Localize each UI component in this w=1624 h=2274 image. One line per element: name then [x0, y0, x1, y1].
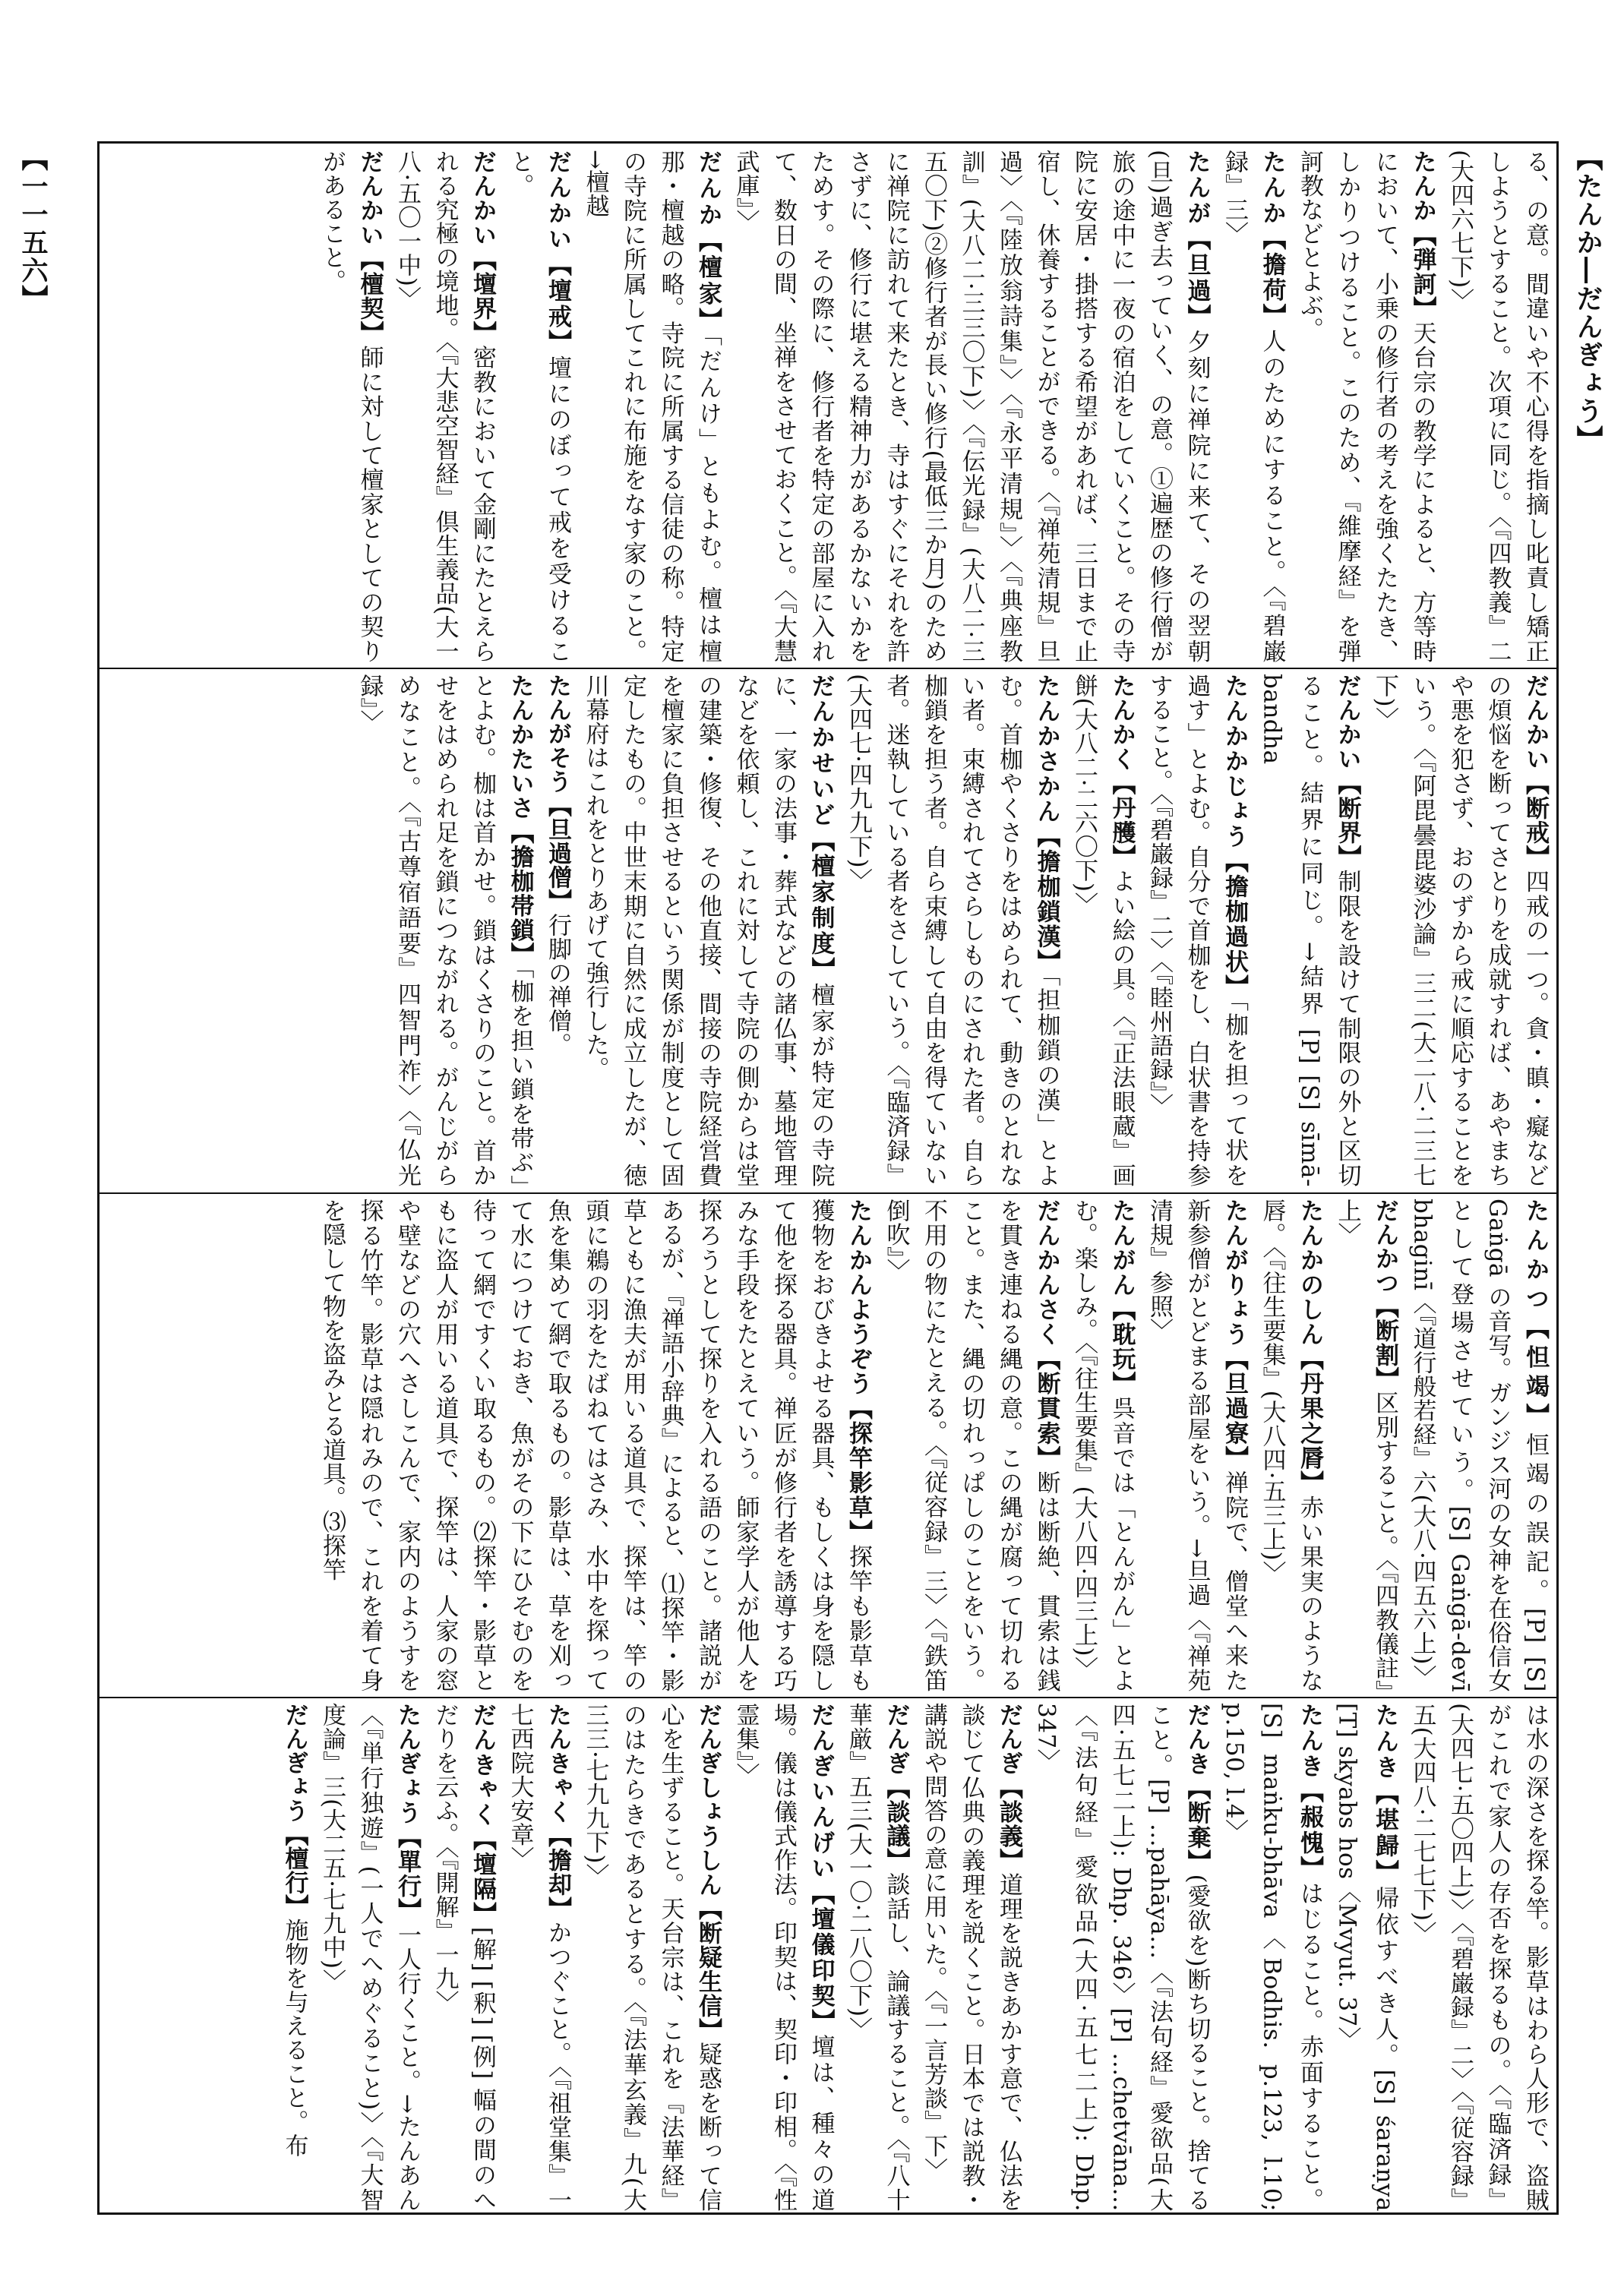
- tier-divider: [100, 1697, 1556, 1698]
- entry-headword: だんき【断棄】: [1183, 1703, 1211, 1874]
- entry-text: 施物を与えること。布: [280, 1918, 308, 2158]
- entry-headword: たんか【弾訶】: [1408, 150, 1436, 321]
- entry-text: 帰依すべき人。[S] śaraṇya [T] skyabs hos〈Mvyut. 37〉: [1333, 1703, 1398, 2212]
- dictionary-entry: [501, 1703, 576, 2212]
- entry-headword: だんぎ【談義】: [995, 1703, 1022, 1873]
- dictionary-entry: [1328, 1199, 1403, 1692]
- entry-headword: だんかんさく【断貫索】: [1032, 1199, 1060, 1471]
- entry-headword: たんかんようぞう【探竿影草】: [845, 1199, 872, 1545]
- dictionary-entry: [313, 1703, 426, 2212]
- entry-headword: たんき【堪歸】: [1371, 1703, 1398, 1887]
- entry-text: 壇は、種々の道場。儀は儀式作法。印契は、契印・印相。〈『性霊集』〉: [731, 1703, 835, 2212]
- entry-text: 談話し、論議すること。〈『八十華厳』五三(大一〇·二八〇下)〉: [845, 1703, 910, 2212]
- dictionary-entry: [1403, 1703, 1553, 2212]
- entry-text: は水の深さを探る竿。影草はわら人形で、盗賊がこれで家人の存否を探るもの。〈『臨済録』(大四七·五〇四上)〉〈『碧巌録』二〉〈『従容録』五(大四八·二七七下)〉: [1408, 1703, 1549, 2212]
- entry-text: 人のためにすること。〈『碧巌録』三〉: [1221, 150, 1286, 663]
- dictionary-tier-1: [104, 150, 1553, 663]
- entry-headword: たんか【擔荷】: [1258, 150, 1286, 330]
- dictionary-entry: [1291, 150, 1441, 663]
- entry-headword: だんきゃく【壇隔】: [469, 1703, 496, 1927]
- dictionary-entry: [1253, 674, 1366, 1187]
- entry-headword: だんぎいんげい【壇儀印契】: [807, 1703, 835, 2035]
- dictionary-entry: [1366, 674, 1554, 1187]
- entry-headword: たんかつ【怛竭】: [1521, 1199, 1549, 1433]
- entry-headword: たんかたいさ【擔枷帯鎖】: [506, 674, 534, 967]
- page-number: 【一一五六】: [17, 144, 49, 313]
- dictionary-entry: [388, 150, 501, 663]
- entry-headword: だんかい【断戒】: [1521, 674, 1549, 870]
- entry-headword: だんかつ【断割】: [1371, 1199, 1398, 1391]
- dictionary-entry: [839, 674, 1065, 1187]
- dictionary-entry: [839, 1703, 915, 2212]
- entry-headword: たんかさかん【擔枷鎖漢】: [1032, 674, 1060, 974]
- entry-headword: だんかい【檀契】: [355, 150, 384, 346]
- entry-headword: だんぎ【談議】: [882, 1703, 910, 1873]
- entry-headword: たんき【赧愧】: [1296, 1703, 1323, 1882]
- entry-text: 区別すること。〈『四教儀註』上〉: [1333, 1199, 1398, 1692]
- entry-text: 探竿も影草も獲物をおびきよせる器具、もしくは身を隠して他を探る器具。禅匠が修行者を誘導する巧みな手段をたとえていう。師家学人が他人を探ろうとして探りを入れる語のこと。諸説があるが、『禅語小辞典』によると、⑴探竿・影草ともに漁夫が用いる道具で、探竿は、竿の頭に鵜の羽をたばねてはさみ、水中を探って魚を集めて網で取るもの。影草は、草を刈って水につけておき、魚がその下にひそむのを待って網ですくい取るもの。⑵探竿・影草ともに盗人が用いる道具で、探竿は、人家の窓や壁などの穴へさしこんで、家内のようすを探る竹竿。影草は隠れみので、これを着て身を隠して物を盗みとる道具。⑶探竿: [318, 1199, 872, 1692]
- entry-text: はじること。赤面すること。[S] maṅku-bhāva〈Bodhis. p.123, l.10; p.150, l.4〉: [1221, 1703, 1323, 2212]
- entry-headword: だんぎょう【檀行】: [280, 1703, 308, 1919]
- dictionary-tier-4: [104, 1703, 1553, 2212]
- entry-headword: だんかい【壇界】: [469, 150, 496, 346]
- entry-headword: たんが【旦過】: [1183, 150, 1211, 330]
- entry-text: 一人行くこと。→たんあん〈『単行独遊』(一人でへめぐること)〉〈『大智度論』三(大二五·七九中)〉: [318, 1703, 421, 2212]
- dictionary-entry: [1140, 1199, 1253, 1692]
- entry-text: よい絵の具。〈『正法眼蔵』画餅(大八二·二六〇下)〉: [1070, 674, 1136, 1187]
- dictionary-entry: [350, 674, 539, 1187]
- entry-text: 恒竭の誤記。[P] [S] Gaṅgā の音写。ガンジス河の女神を在俗信女として登場させていう。[S] Gaṅgā-devī bhaginī〈『道行般若経』六(大八·四五六上)〉: [1408, 1199, 1549, 1692]
- entry-text: 制限を設けて制限の外と区切ること。結界に同じ。→結界 [P] [S] sīmā-bandha: [1258, 674, 1361, 1187]
- dictionary-entry: [275, 1703, 313, 2212]
- dictionary-entry: [576, 1703, 726, 2212]
- entry-text: 「枷を担って状を過す」とよむ。自分で首枷をし、白状書を持参すること。〈『碧巌録』二〉〈『睦州語録』〉: [1145, 674, 1248, 1187]
- entry-text: 密教において金剛にたとえられる究極の境地。〈『大悲空智経』倶生義品(大一八·五〇一中)〉: [393, 150, 496, 663]
- entry-text: かつぐこと。〈『祖堂集』一七西院大安章〉: [506, 1703, 571, 2212]
- dictionary-entry: [313, 150, 388, 663]
- entry-text: 天台宗の教学によると、方等時において、小乗の修行者の考えを強くたたき、しかりつけること。このため、『維摩経』を弾訶教などとよぶ。: [1296, 150, 1436, 663]
- dictionary-entry: [1403, 1199, 1553, 1692]
- entry-headword: たんがそう【旦過僧】: [544, 674, 571, 913]
- tier-divider: [100, 1192, 1556, 1194]
- dictionary-entry: [877, 1199, 1065, 1692]
- entry-headword: たんきゃく【擔却】: [544, 1703, 571, 1921]
- dictionary-entry: [1065, 1199, 1140, 1692]
- entry-headword: たんかく【丹雘】: [1107, 674, 1136, 870]
- entry-text: 「枷を担い鎖を帯ぶ」とよむ。枷は首かせ。鎖はくさりのこと。首かせをはめられ足を鎖につながれる。がんじがらめなこと。〈『古尊宿語要』四智門祚〉〈『仏光録』〉: [355, 674, 534, 1187]
- entry-headword: だんかい【壇戒】: [544, 150, 571, 356]
- entry-text: 疑惑を断って信心を生ずること。天台宗は、これを『法華経』のはたらきであるとする。〈『法華玄義』九(大三三·七九九下)〉: [581, 1703, 722, 2212]
- dictionary-entry: [1215, 1703, 1329, 2212]
- entry-headword: だんかい【断界】: [1333, 674, 1361, 870]
- dictionary-entry: [1253, 1199, 1328, 1692]
- dictionary-entry: [1328, 1703, 1403, 2212]
- entry-headword: だんか【檀家】: [694, 150, 722, 335]
- dictionary-entry: [726, 1703, 839, 2212]
- entry-headword: たんぎょう【單行】: [393, 1703, 421, 1923]
- entry-headword: たんかかじょう【擔枷過状】: [1221, 674, 1248, 1000]
- entry-text: (愛欲を)断ち切ること。捨てること。[P] …pahāya…〈『法句経』愛欲品(大四·五七二上): Dhp. 346〉[P] …chetvāna…〈『法句経』愛欲品(大四·五七二上): Dhp. 347〉: [1032, 1703, 1211, 2212]
- entry-headword: たんかのしん【丹果之脣】: [1296, 1199, 1323, 1495]
- entry-text: 行脚の禅僧。: [544, 913, 571, 1056]
- entry-text: 夕刻に禅院に来て、その翌朝(旦)過ぎ去っていく、の意。①遍歴の修行僧が旅の途中に一夜の宿泊をしていくこと。その寺院に安居・掛搭する希望があれば、三日まで止宿し、休養することができる。〈『禅苑清規』旦過〉〈『陸放翁詩集』〉〈『永平清規』〉〈『典座教訓』(大八二·三三〇下)〉〈『伝光録』(大八二·三五〇下)②修行者が長い修行(最低三か月)のために禅院に訪れて来たとき、寺はすぐにそれを許さずに、修行に堪える精神力があるかないかをためす。その際に、修行者を特定の部屋に入れて、数日の間、坐禅をさせておくこと。〈『大慧武庫』〉: [731, 150, 1211, 663]
- entry-headword: たんがりょう【旦過寮】: [1221, 1199, 1248, 1471]
- dictionary-page-frame: [97, 141, 1559, 2215]
- entry-text: [解] [釈] [例] 幅の間のへだりを云ふ。〈『開解』一九〉: [431, 1703, 496, 2212]
- dictionary-entry: [425, 1703, 501, 2212]
- dictionary-entry: [539, 674, 577, 1187]
- tier-divider: [100, 668, 1556, 669]
- entry-text: 檀家が特定の寺院に、一家の法事・葬式などの諸仏事、墓地管理などを依頼し、これに対して寺院の側からは堂の建築・修復、その他直接、間接の寺院経営費を檀家に負担させるという関係が制度として固定したもの。中世末期に自然に成立したが、徳川幕府はこれをとりあげて強行した。: [581, 674, 835, 1187]
- dictionary-entry: [915, 1703, 1028, 2212]
- dictionary-entry: [1065, 674, 1140, 1187]
- entry-headword: だんぎしょうしん【断疑生信】: [694, 1703, 722, 2042]
- dictionary-entry: [1140, 674, 1253, 1187]
- entry-text: 断は断絶、貫索は銭を貫き連ねる縄の意。この縄が腐って切れること。また、縄の切れっぱしのことをいう。不用の物にたとえる。〈『従容録』三〉〈『鉄笛倒吹』〉: [882, 1199, 1060, 1692]
- entry-text: 「担枷鎖の漢」とよむ。首枷やくさりをはめられて、動きのとれない者。束縛されてさらしものにされた者。自ら枷鎖を担う者。自ら束縛して自由を得ていない者。迷執している者をさしていう。〈『臨済録』(大四七·四九九下)〉: [845, 674, 1060, 1187]
- entry-text: 壇にのぼって戒を受けること。: [506, 150, 571, 663]
- entry-text: 「だんけ」ともよむ。檀は檀那・檀越の略。寺院に所属する信徒の称。特定の寺院に所属してこれに布施をなす家のこと。→檀越: [581, 150, 722, 663]
- dictionary-tier-2: [104, 674, 1553, 1187]
- dictionary-tier-3: [104, 1199, 1553, 1692]
- dictionary-entry: [501, 150, 576, 663]
- entry-text: 四戒の一つ。貪・瞋・癡などの煩悩を断ってさとりを成就すれば、あやまちや悪を犯さず、おのずから戒に順応することをいう。〈『阿毘曇毘婆沙論』三二(大二八·二三七下)〉: [1371, 674, 1549, 1187]
- entry-text: 師に対して檀家としての契りがあること。: [318, 150, 384, 663]
- entry-headword: だんかせいど【檀家制度】: [807, 674, 835, 984]
- dictionary-entry: [576, 674, 839, 1187]
- entry-text: 道理を説きあかす意で、仏法を談じて仏典の義理を説くこと。日本では説教・講説や問答の意に用いた。〈『一言芳談』下〉: [920, 1703, 1022, 2212]
- entry-text: 赤い果実のような唇。〈『往生要集』(大八四·五三上)〉: [1258, 1199, 1323, 1692]
- entry-text: 呉音では「とんがん」とよむ。楽しみ。〈『往生要集』(大八四·四三上)〉: [1070, 1199, 1136, 1692]
- dictionary-entry: [726, 150, 1215, 663]
- entry-text: る、の意。間違いや不心得を指摘し叱責し矯正しようとすること。次項に同じ。〈『四教義』二(大四六七下)〉: [1446, 150, 1549, 663]
- dictionary-entry: [1441, 150, 1554, 663]
- running-head: 【たんか―だんぎょう】: [1572, 144, 1603, 453]
- entry-text: 禅院で、僧堂へ来た新参僧がとどまる部屋をいう。→旦過〈『禅苑清規』参照〉: [1145, 1199, 1248, 1692]
- dictionary-entry: [313, 1199, 877, 1692]
- dictionary-entry: [1027, 1703, 1215, 2212]
- dictionary-entry: [1215, 150, 1291, 663]
- dictionary-entry: [576, 150, 726, 663]
- entry-headword: たんがん【耽玩】: [1107, 1199, 1136, 1397]
